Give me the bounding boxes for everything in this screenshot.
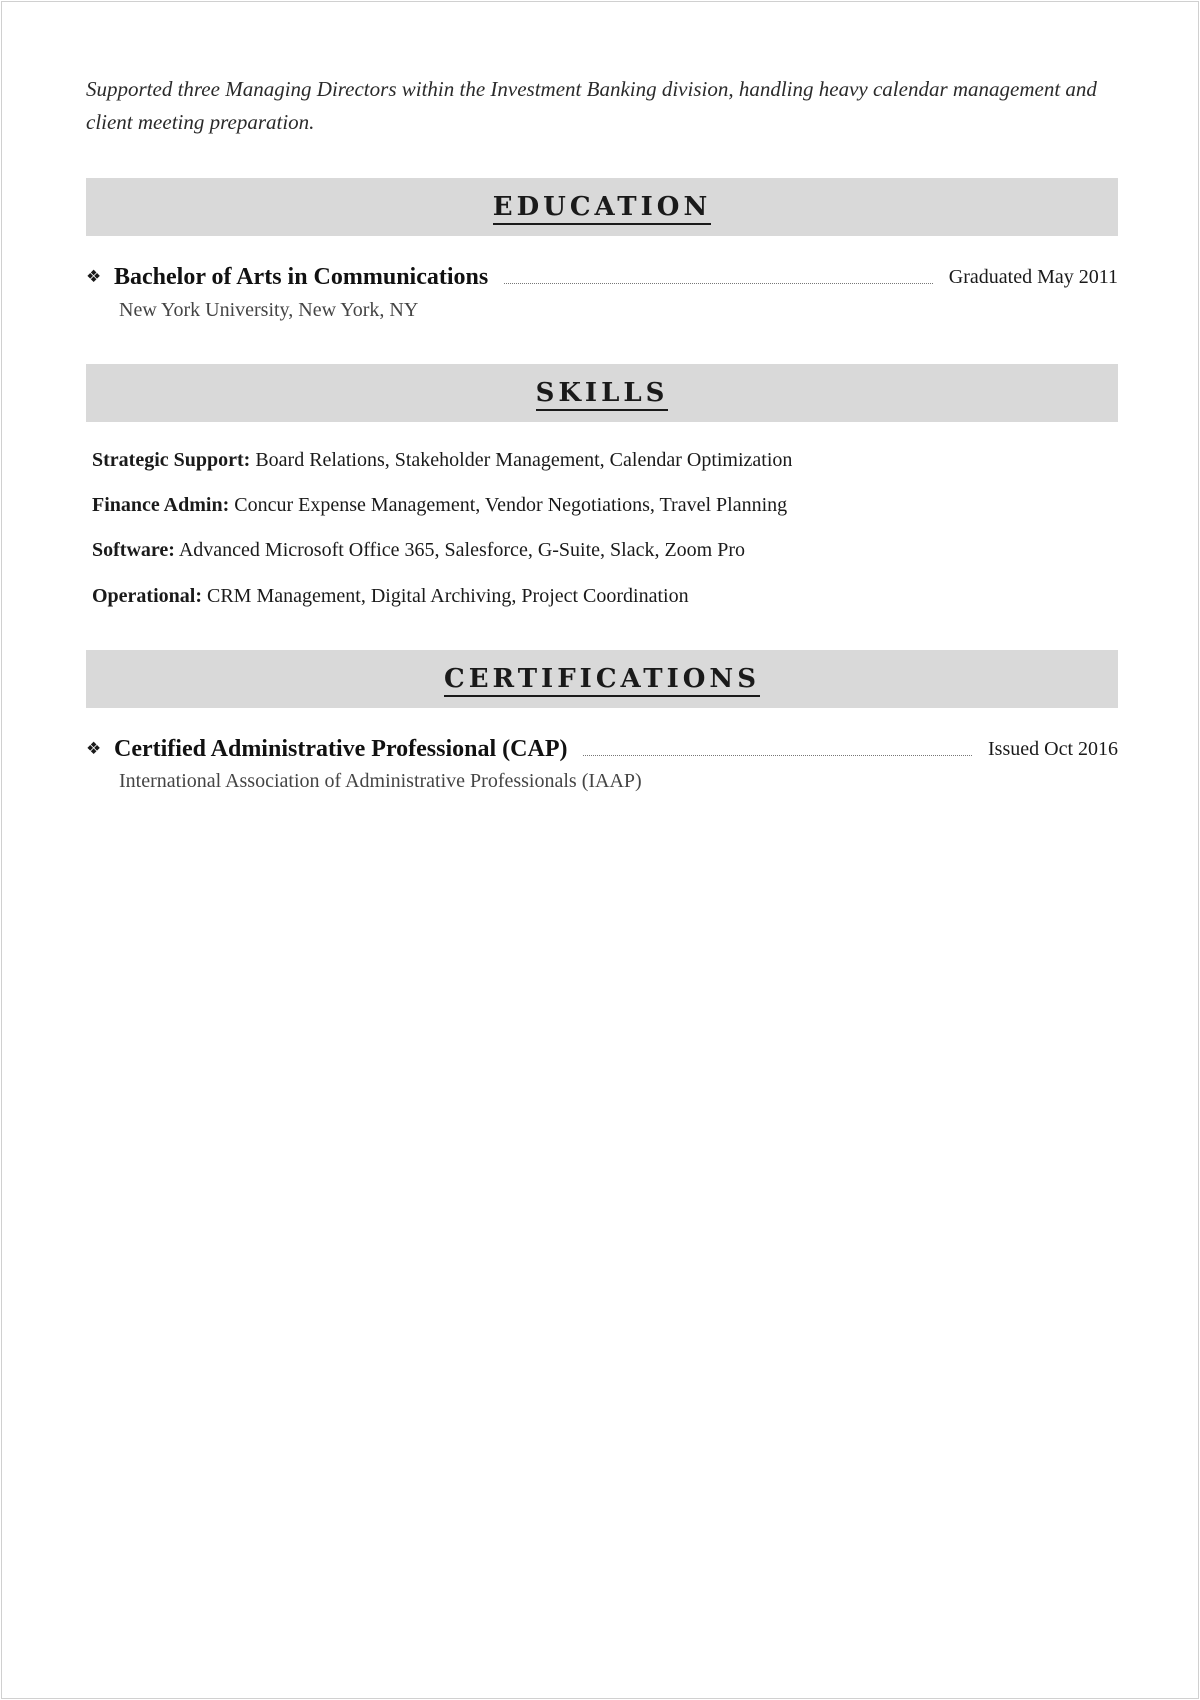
education-entry [86,260,1118,294]
education-degree: Bachelor of Arts in Communications [114,263,489,290]
certification-name: Certified Administrative Professional (CAP) [114,735,568,762]
skill-line [92,449,792,472]
certifications-heading: CERTIFICATIONS [444,664,760,697]
certification-entry [86,732,1118,766]
certifications-section-header [86,650,1118,708]
skill-value: CRM Management, Digital Archiving, Project Coordination [207,585,689,607]
resume-page [1,1,1199,1699]
skill-label: Strategic Support: [92,449,251,471]
skill-label: Software: [92,539,175,561]
skill-value: Board Relations, Stakeholder Management, Calendar Optimization [255,449,793,471]
certification-date: Issued Oct 2016 [988,737,1118,760]
diamond-bullet-icon: ❖ [86,267,102,287]
skill-value: Concur Expense Management, Vendor Negotiations, Travel Planning [234,494,788,516]
dotted-leader [583,755,972,756]
skill-line [92,539,745,562]
education-date: Graduated May 2011 [948,265,1118,288]
certification-issuer: International Association of Administrative Professionals (IAAP) [119,770,642,792]
skill-label: Operational: [92,585,202,607]
skill-line [92,585,689,608]
education-section-header [86,178,1118,236]
education-institution: New York University, New York, NY [119,299,419,321]
skill-line [92,494,787,517]
dotted-leader [504,283,933,284]
education-heading: EDUCATION [493,192,711,225]
skill-label: Finance Admin: [92,494,230,516]
skills-heading: SKILLS [536,378,669,411]
skills-section-header [86,364,1118,422]
experience-summary: Supported three Managing Directors within the Investment Banking division, handling heavy calendar management and client meeting preparation. [86,77,1097,134]
skill-value: Advanced Microsoft Office 365, Salesforce, G-Suite, Slack, Zoom Pro [178,539,746,561]
diamond-bullet-icon: ❖ [86,739,102,759]
